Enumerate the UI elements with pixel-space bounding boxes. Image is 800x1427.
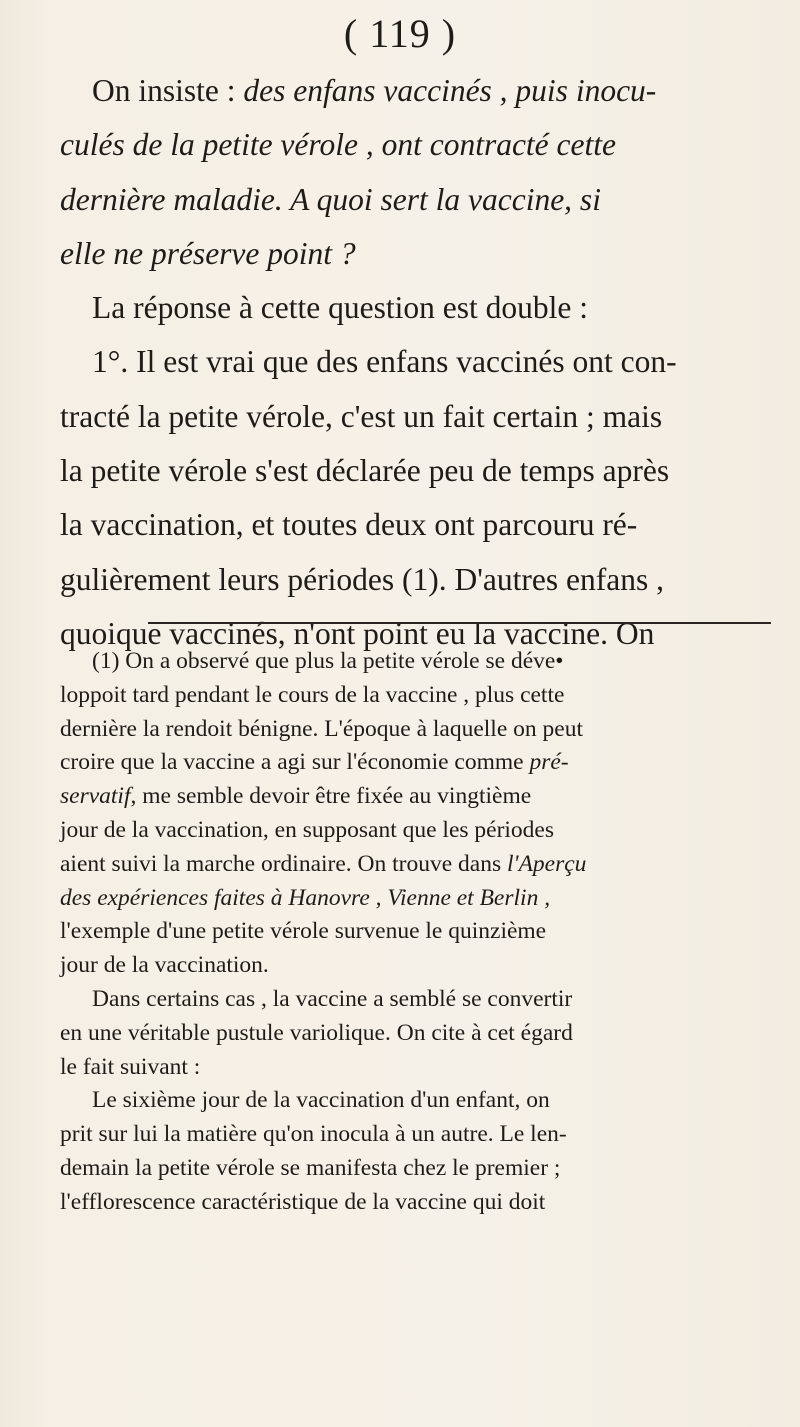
main-text-line (60, 64, 772, 118)
footnote-block (60, 645, 772, 1220)
page-number: ( 119 ) (343, 11, 457, 56)
main-text-line (60, 553, 772, 607)
italic-text-run: servatif (60, 783, 131, 810)
footnote-line (60, 949, 772, 983)
footnote-line (60, 780, 772, 814)
footnote-line (60, 1017, 772, 1051)
footnote-line (60, 882, 772, 916)
footnote-line (60, 1051, 772, 1085)
footnote-line (60, 915, 772, 949)
footnote-line (60, 713, 772, 747)
main-text-line (60, 173, 772, 227)
text-run: aient suivi la marche ordinaire. On trouve dans (60, 850, 508, 877)
footnote-separator-rule (148, 622, 771, 624)
italic-text-run: des expériences faites à Hanovre , Vienne et Berlin , (60, 884, 551, 911)
footnote-line (60, 848, 772, 882)
text-run: quoique vaccinés, n'ont point eu la vaccine. On (60, 615, 655, 651)
text-run: en une véritable pustule variolique. On cite à cet égard (60, 1019, 573, 1046)
text-run: On insiste : (92, 73, 244, 108)
italic-text-run: dernière maladie. A quoi sert la vaccine, si (60, 181, 601, 217)
footnote-line (60, 1084, 772, 1118)
text-run: jour de la vaccination. (60, 952, 269, 979)
italic-text-run: l'Aperçu (507, 850, 587, 877)
main-text-line (60, 498, 772, 552)
italic-text-run: elle ne préserve point ? (60, 235, 356, 271)
main-text-line (60, 390, 772, 444)
text-run: tracté la petite vérole, c'est un fait certain ; mais (60, 398, 663, 434)
text-run: Le sixième jour de la vaccination d'un enfant, on (92, 1087, 550, 1114)
text-run: jour de la vaccination, en supposant que les périodes (60, 816, 555, 843)
main-text-line (60, 281, 772, 335)
footnote-line (60, 645, 772, 679)
main-text-body (60, 64, 772, 661)
text-run: (1) On a observé que plus la petite vérole se déve• (92, 648, 564, 674)
text-run: la petite vérole s'est déclarée peu de temps après (60, 453, 670, 489)
italic-text-run: des enfans vaccinés , puis inocu- (243, 73, 657, 108)
footnote-line (60, 814, 772, 848)
italic-text-run: pré- (529, 749, 569, 776)
main-text-line (60, 118, 772, 172)
footnote-line (60, 1186, 772, 1220)
footnote-line (60, 1118, 772, 1152)
text-run: , me semble devoir être fixée au vingtième (130, 783, 532, 810)
footnote-line (60, 679, 772, 713)
text-run: 1°. Il est vrai que des enfans vaccinés ont con- (92, 344, 677, 380)
main-text-line (60, 335, 772, 389)
text-run: Dans certains cas , la vaccine a semblé se convertir (92, 985, 573, 1012)
text-run: le fait suivant : (60, 1053, 201, 1080)
text-run: La réponse à cette question est double : (92, 290, 588, 326)
text-run: la vaccination, et toutes deux ont parcouru ré- (60, 507, 638, 543)
text-run: prit sur lui la matière qu'on inocula à un autre. Le len- (60, 1121, 567, 1148)
text-run: l'efflorescence caractéristique de la vaccine qui doit (60, 1188, 546, 1215)
italic-text-run: culés de la petite vérole , ont contracté cette (60, 127, 616, 163)
text-run: l'exemple d'une petite vérole survenue le quinzième (60, 918, 547, 945)
text-run: demain la petite vérole se manifesta chez le premier ; (60, 1154, 561, 1181)
footnote-line (60, 983, 772, 1017)
main-text-line (60, 227, 772, 281)
footnote-line (60, 746, 772, 780)
text-run: loppoit tard pendant le cours de la vaccine , plus cette (60, 681, 565, 708)
text-run: dernière la rendoit bénigne. L'époque à laquelle on peut (60, 715, 583, 742)
main-text-line (60, 444, 772, 498)
text-run: croire que la vaccine a agi sur l'économie comme (60, 749, 530, 776)
text-run: gulièrement leurs périodes (1). D'autres enfans , (60, 561, 664, 597)
footnote-line (60, 1152, 772, 1186)
